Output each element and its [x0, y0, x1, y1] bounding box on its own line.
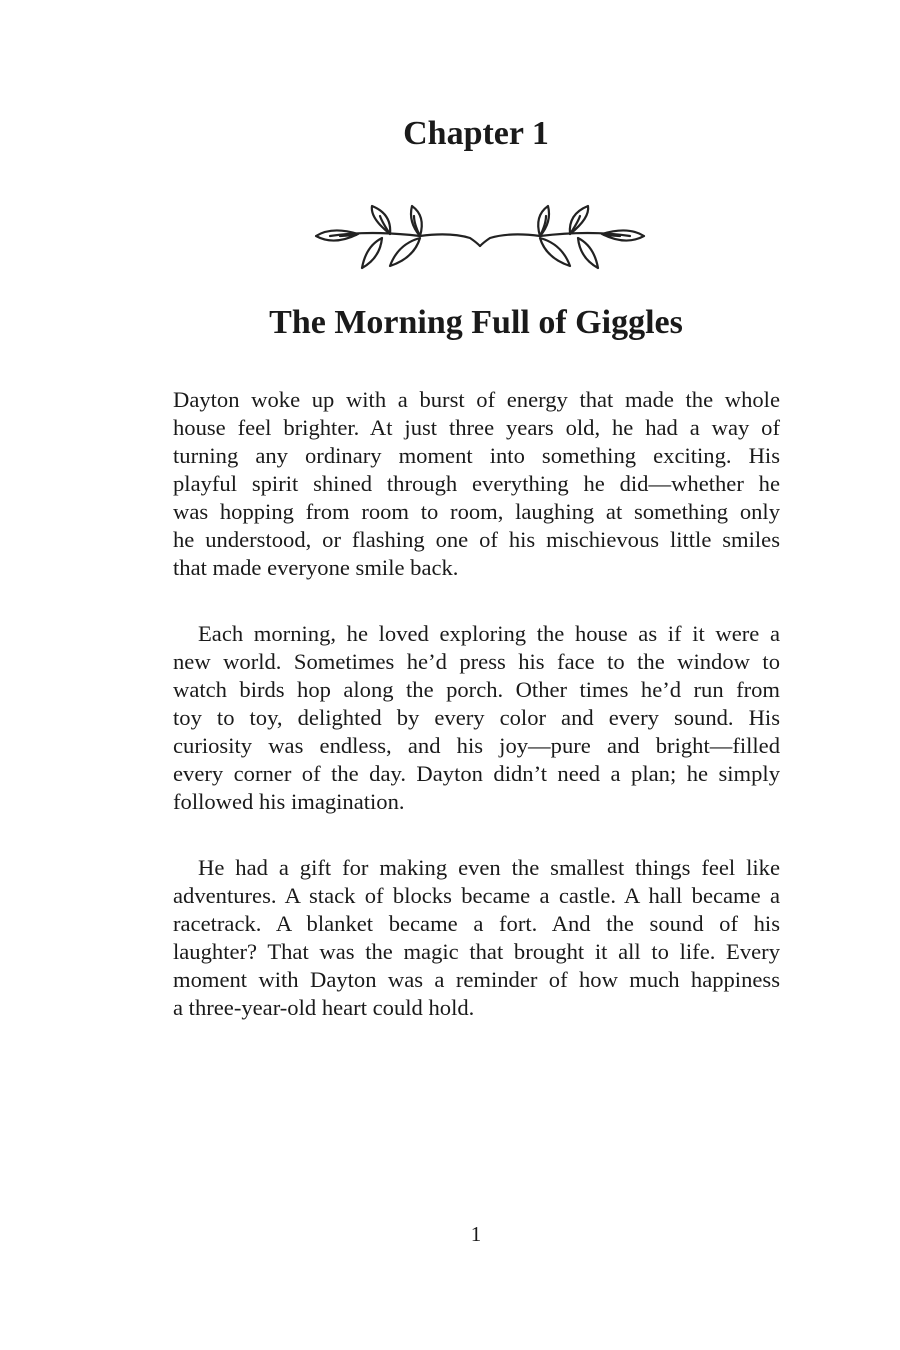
text-line: Each morning, he loved exploring the house as if it were a [198, 621, 780, 646]
page-number: 1 [470, 1222, 482, 1246]
laurel-divider-icon [310, 196, 650, 274]
text-line: He had a gift for making even the smallest things feel like [198, 855, 780, 880]
paragraph [173, 620, 780, 816]
text-line: a three-year-old heart could hold. [173, 995, 475, 1020]
text-line: curiosity was endless, and his joy—pure and bright—filled [173, 733, 780, 758]
text-line: was hopping from room to room, laughing at something only [173, 499, 780, 524]
text-line: adventures. A stack of blocks became a castle. A hall became a [173, 883, 780, 908]
text-line: turning any ordinary moment into something exciting. His [173, 443, 780, 468]
paragraph [173, 386, 780, 582]
text-line: every corner of the day. Dayton didn’t need a plan; he simply [173, 761, 780, 786]
text-line: house feel brighter. At just three years old, he had a way of [173, 415, 780, 440]
text-line: toy to toy, delighted by every color and every sound. His [173, 705, 780, 730]
text-line: followed his imagination. [173, 789, 405, 814]
chapter-body [173, 386, 780, 1060]
text-line: playful spirit shined through everything he did—whether he [173, 471, 780, 496]
text-line: racetrack. A blanket became a fort. And the sound of his [173, 911, 780, 936]
text-line: Dayton woke up with a burst of energy that made the whole [173, 387, 780, 412]
text-line: that made everyone smile back. [173, 555, 459, 580]
text-line: he understood, or flashing one of his mischievous little smiles [173, 527, 780, 552]
chapter-label: Chapter 1 [403, 115, 549, 152]
text-line: new world. Sometimes he’d press his face to the window to [173, 649, 780, 674]
text-line: laughter? That was the magic that brought it all to life. Every [173, 939, 780, 964]
paragraph [173, 854, 780, 1022]
text-line: moment with Dayton was a reminder of how much happiness [173, 967, 780, 992]
text-line: watch birds hop along the porch. Other times he’d run from [173, 677, 780, 702]
chapter-title: The Morning Full of Giggles [269, 304, 683, 341]
